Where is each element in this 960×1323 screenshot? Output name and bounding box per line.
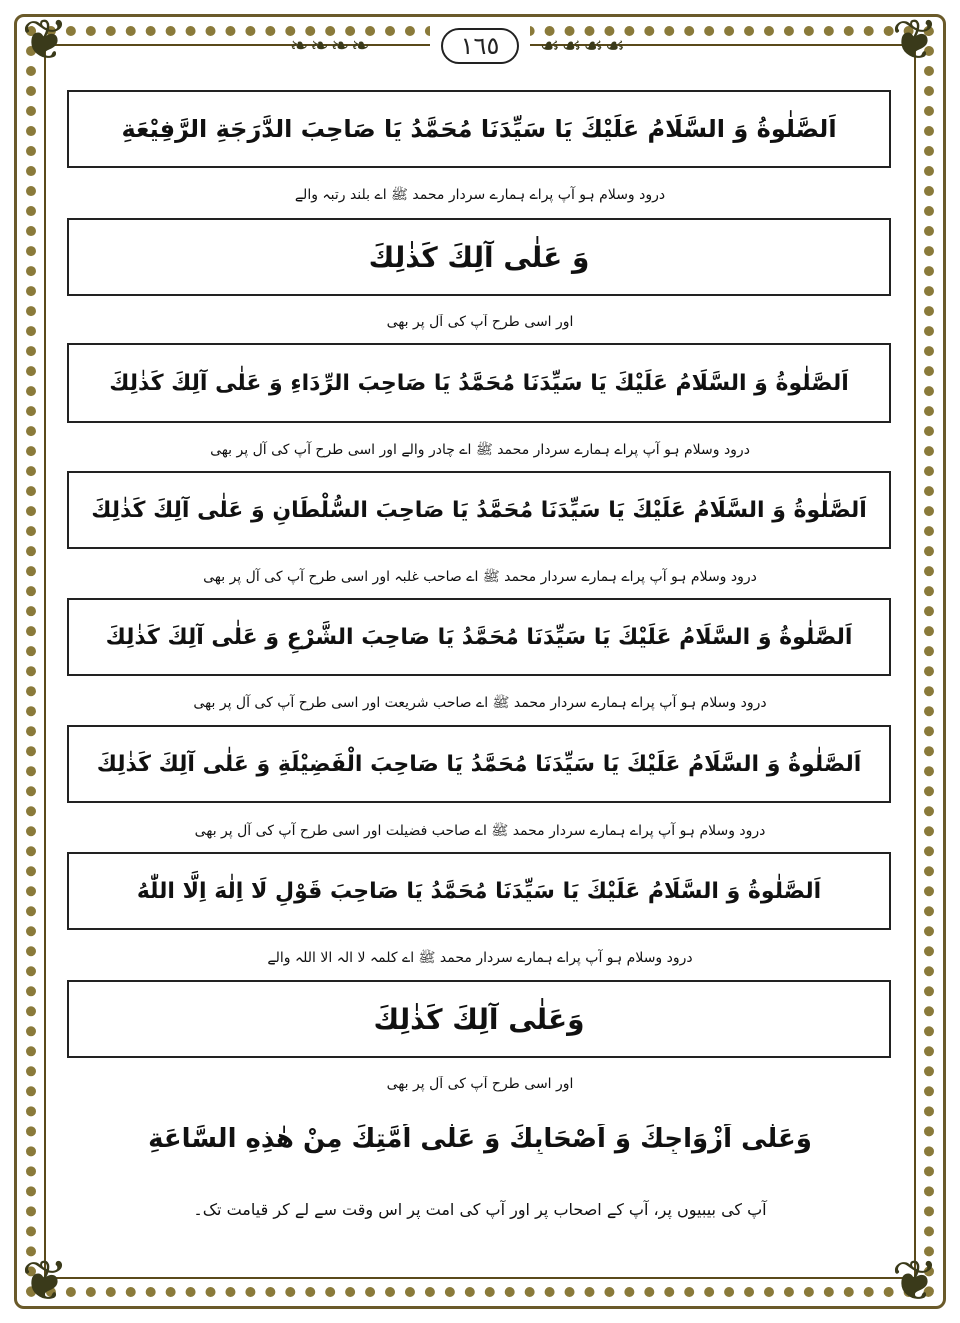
arabic-text-box: اَلصَّلٰوةُ وَ السَّلَامُ عَلَيْكَ يَا سَيِّدَنَا مُحَمَّدُ يَا صَاحِبَ السُّلْطَانِ وَ عَلٰى آلِكَ كَذٰلِكَ — [67, 471, 891, 549]
arabic-text-box: اَلصَّلٰوةُ وَ السَّلَامُ عَلَيْكَ يَا سَيِّدَنَا مُحَمَّدُ يَا صَاحِبَ الشَّرْعِ وَ عَلٰى آلِكَ كَذٰلِكَ — [67, 598, 891, 676]
closing-urdu-translation: آپ کی بیبیوں پر، آپ کے اصحاب پر اور آپ کی امت پر اس وقت سے لے کر قیامت تک۔ — [193, 1200, 767, 1219]
arabic-text-box: وَعَلٰى آلِكَ كَذٰلِكَ — [67, 980, 891, 1058]
corner-ornament-icon: ❦ — [21, 8, 69, 73]
page-number: ١٦٥ — [441, 28, 520, 64]
arabic-text-box: وَ عَلٰى آلِكَ كَذٰلِكَ — [67, 218, 891, 296]
urdu-translation: درود وسلام ہو آپ پراے ہمارے سردار محمد ﷺ اے صاحب غلبہ اور اسی طرح آپ کی آل پر بھی — [203, 569, 757, 585]
page-number-medallion — [430, 26, 530, 66]
corner-ornament-icon: ❦ — [21, 1249, 69, 1314]
closing-arabic-text: وَعَلٰى اَزْوَاجِكَ وَ اَصْحَابِكَ وَ عَلٰى اُمَّتِكَ مِنْ هٰذِهِ السَّاعَةِ — [148, 1124, 812, 1154]
urdu-translation: اور اسی طرح آپ کی آل پر بھی — [386, 314, 574, 330]
urdu-translation: درود وسلام ہو آپ پراے ہمارے سردار محمد ﷺ اے چادر والے اور اسی طرح آپ کی آل پر بھی — [210, 442, 750, 458]
urdu-translation: درود وسلام ہو آپ پراے ہمارے سردار محمد ﷺ اے بلند رتبہ والے — [294, 187, 666, 203]
urdu-translation: درود وسلام ہو آپ پراے ہمارے سردار محمد ﷺ اے صاحب فضیلت اور اسی طرح آپ کی آل پر بھی — [194, 823, 766, 839]
arabic-text-box: اَلصَّلٰوةُ وَ السَّلَامُ عَلَيْكَ يَا سَيِّدَنَا مُحَمَّدُ يَا صَاحِبَ الْفَضِيْلَةِ وَ عَلٰى آلِكَ كَذٰلِكَ — [67, 725, 891, 803]
corner-ornament-icon: ❦ — [891, 1249, 939, 1314]
arabic-text-box: اَلصَّلٰوةُ وَ السَّلَامُ عَلَيْكَ يَا سَيِّدَنَا مُحَمَّدُ يَا صَاحِبَ قَوْلِ لَا اِلٰهَ اِلَّا اللّٰهُ — [67, 852, 891, 930]
urdu-translation: درود وسلام ہو آپ پراے ہمارے سردار محمد ﷺ اے صاحب شریعت اور اسی طرح آپ کی آل پر بھی — [193, 695, 767, 711]
flourish-ornament-icon: ☙☙☙☙ — [540, 34, 627, 59]
urdu-translation: اور اسی طرح آپ کی آل پر بھی — [386, 1076, 574, 1092]
urdu-translation: درود وسلام ہو آپ پراے ہمارے سردار محمد ﷺ اے کلمہ لا الہ الا اللہ والے — [267, 950, 693, 966]
corner-ornament-icon: ❦ — [891, 8, 939, 73]
arabic-text-box: اَلصَّلٰوةُ وَ السَّلَامُ عَلَيْكَ يَا سَيِّدَنَا مُحَمَّدُ يَا صَاحِبَ الرِّدَاءِ وَ عَلٰى آلِكَ كَذٰلِكَ — [67, 343, 891, 423]
flourish-ornament-icon: ❧❧❧❧ — [290, 34, 372, 59]
arabic-text-box: اَلصَّلٰوةُ وَ السَّلَامُ عَلَيْكَ يَا سَيِّدَنَا مُحَمَّدُ يَا صَاحِبَ الدَّرَجَةِ الرَّفِيْعَةِ — [67, 90, 891, 168]
